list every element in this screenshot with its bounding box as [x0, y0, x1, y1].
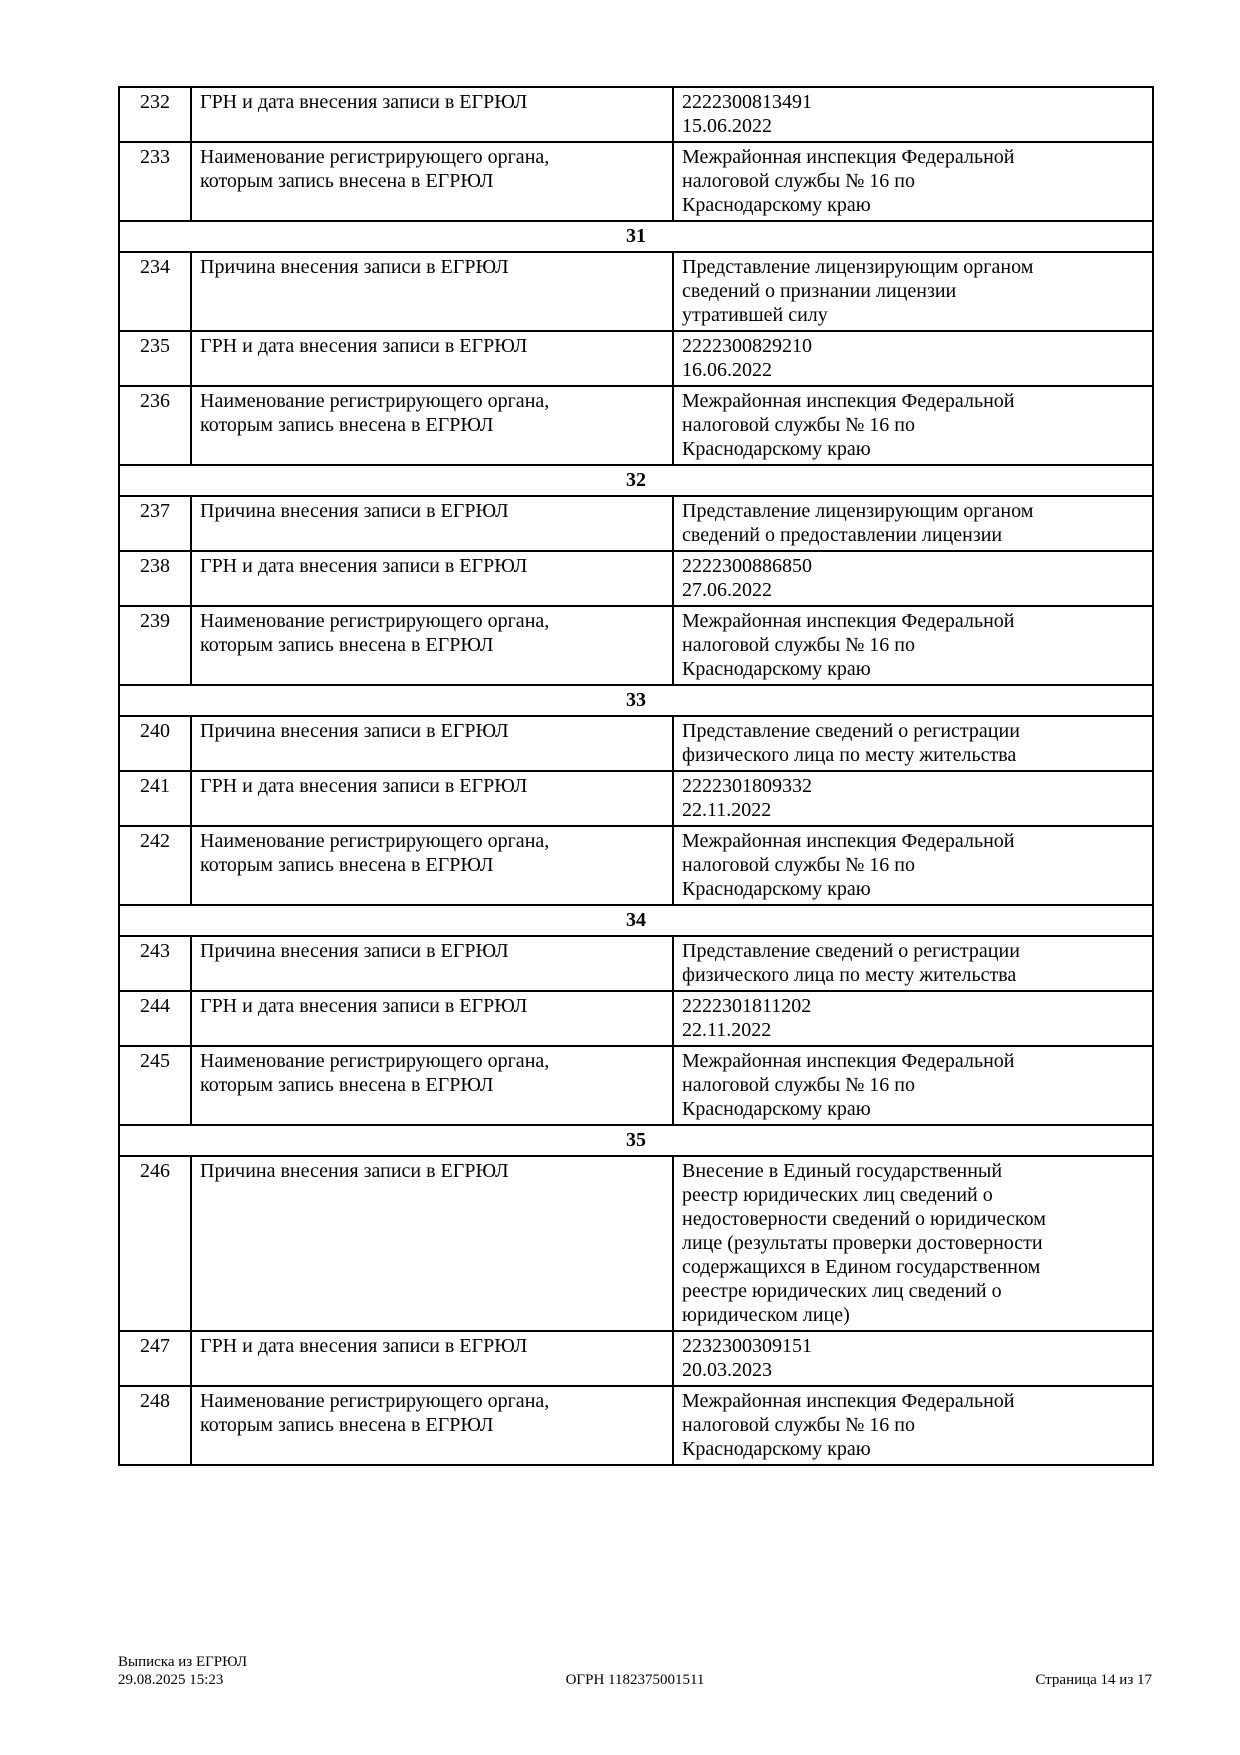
text-line: Наименование регистрирующего органа,	[200, 830, 550, 852]
text-line: 248	[140, 1390, 170, 1412]
row-number-cell	[119, 496, 191, 551]
footer-datetime: 29.08.2025 15:23	[118, 1672, 224, 1688]
text-line: 235	[140, 335, 170, 357]
row-value-cell	[673, 826, 1153, 905]
section-number: 32	[119, 465, 1153, 496]
text-line: которым запись внесена в ЕГРЮЛ	[200, 170, 494, 192]
entry-row	[119, 386, 1153, 465]
text-line: 241	[140, 775, 170, 797]
entry-row	[119, 1331, 1153, 1386]
text-line: сведений о признании лицензии	[682, 280, 957, 302]
text-line: Представление сведений о регистрации	[682, 940, 1020, 962]
entry-row	[119, 142, 1153, 221]
text-line: 233	[140, 146, 170, 168]
row-label-cell	[191, 87, 673, 142]
section-row	[119, 465, 1153, 496]
row-number-cell	[119, 936, 191, 991]
text-line: 239	[140, 610, 170, 632]
row-value-cell	[673, 936, 1153, 991]
footer-ogrn: ОГРН 1182375001511	[565, 1672, 705, 1688]
text-line: которым запись внесена в ЕГРЮЛ	[200, 1414, 494, 1436]
entry-row	[119, 1046, 1153, 1125]
row-number-cell	[119, 87, 191, 142]
text-line: Краснодарскому краю	[682, 438, 871, 460]
row-value-cell	[673, 252, 1153, 331]
entry-row	[119, 991, 1153, 1046]
text-line: содержащихся в Едином государственном	[682, 1256, 1041, 1278]
row-value-cell	[673, 606, 1153, 685]
entry-row	[119, 716, 1153, 771]
footer-doc-title: Выписка из ЕГРЮЛ	[118, 1654, 247, 1670]
text-line: налоговой службы № 16 по	[682, 634, 915, 656]
text-line: налоговой службы № 16 по	[682, 170, 915, 192]
text-line: 2222301811202	[682, 995, 812, 1017]
text-line: Межрайонная инспекция Федеральной	[682, 390, 1015, 412]
text-line: ГРН и дата внесения записи в ЕГРЮЛ	[200, 1335, 528, 1357]
entry-row	[119, 606, 1153, 685]
entry-row	[119, 87, 1153, 142]
text-line: 2222300886850	[682, 555, 812, 577]
text-line: 237	[140, 500, 170, 522]
text-line: 242	[140, 830, 170, 852]
text-line: 2222300829210	[682, 335, 812, 357]
text-line: 238	[140, 555, 170, 577]
text-line: Причина внесения записи в ЕГРЮЛ	[200, 1160, 509, 1182]
row-number-cell	[119, 771, 191, 826]
entry-row	[119, 1156, 1153, 1331]
text-line: ГРН и дата внесения записи в ЕГРЮЛ	[200, 555, 528, 577]
row-value-cell	[673, 331, 1153, 386]
row-number-cell	[119, 716, 191, 771]
row-number-cell	[119, 1386, 191, 1465]
row-number-cell	[119, 826, 191, 905]
text-line: 2222300813491	[682, 91, 812, 113]
row-number-cell	[119, 551, 191, 606]
text-line: Внесение в Единый государственный	[682, 1160, 1003, 1182]
row-value-cell	[673, 386, 1153, 465]
text-line: лице (результаты проверки достоверности	[682, 1232, 1043, 1254]
text-line: налоговой службы № 16 по	[682, 854, 915, 876]
row-number-cell	[119, 991, 191, 1046]
row-label-cell	[191, 1386, 673, 1465]
text-line: 232	[140, 91, 170, 113]
text-line: 16.06.2022	[682, 359, 772, 381]
row-label-cell	[191, 771, 673, 826]
row-number-cell	[119, 252, 191, 331]
row-value-cell	[673, 142, 1153, 221]
text-line: 247	[140, 1335, 170, 1357]
text-line: 236	[140, 390, 170, 412]
page-footer	[118, 1653, 1152, 1689]
text-line: ГРН и дата внесения записи в ЕГРЮЛ	[200, 995, 528, 1017]
row-value-cell	[673, 1156, 1153, 1331]
row-number-cell	[119, 606, 191, 685]
text-line: Межрайонная инспекция Федеральной	[682, 1390, 1015, 1412]
text-line: Представление лицензирующим органом	[682, 500, 1034, 522]
text-line: налоговой службы № 16 по	[682, 414, 915, 436]
entry-row	[119, 551, 1153, 606]
text-line: которым запись внесена в ЕГРЮЛ	[200, 414, 494, 436]
row-label-cell	[191, 252, 673, 331]
text-line: 246	[140, 1160, 170, 1182]
section-number: 35	[119, 1125, 1153, 1156]
text-line: Наименование регистрирующего органа,	[200, 390, 550, 412]
text-line: Причина внесения записи в ЕГРЮЛ	[200, 500, 509, 522]
text-line: Причина внесения записи в ЕГРЮЛ	[200, 256, 509, 278]
text-line: ГРН и дата внесения записи в ЕГРЮЛ	[200, 91, 528, 113]
text-line: юридическом лице)	[682, 1304, 850, 1326]
section-number: 31	[119, 221, 1153, 252]
section-row	[119, 221, 1153, 252]
entry-row	[119, 1386, 1153, 1465]
text-line: Краснодарскому краю	[682, 1098, 871, 1120]
text-line: налоговой службы № 16 по	[682, 1074, 915, 1096]
row-value-cell	[673, 551, 1153, 606]
text-line: 245	[140, 1050, 170, 1072]
row-value-cell	[673, 991, 1153, 1046]
text-line: 22.11.2022	[682, 1019, 772, 1041]
text-line: Наименование регистрирующего органа,	[200, 610, 550, 632]
text-line: 20.03.2023	[682, 1359, 772, 1381]
text-line: 27.06.2022	[682, 579, 772, 601]
egrul-table-body	[119, 87, 1153, 1465]
text-line: Межрайонная инспекция Федеральной	[682, 830, 1015, 852]
text-line: 2232300309151	[682, 1335, 812, 1357]
text-line: которым запись внесена в ЕГРЮЛ	[200, 854, 494, 876]
row-label-cell	[191, 716, 673, 771]
text-line: Наименование регистрирующего органа,	[200, 146, 550, 168]
entry-row	[119, 826, 1153, 905]
text-line: Представление лицензирующим органом	[682, 256, 1034, 278]
text-line: Краснодарскому краю	[682, 194, 871, 216]
row-number-cell	[119, 1046, 191, 1125]
section-row	[119, 1125, 1153, 1156]
entry-row	[119, 496, 1153, 551]
text-line: ГРН и дата внесения записи в ЕГРЮЛ	[200, 775, 528, 797]
text-line: которым запись внесена в ЕГРЮЛ	[200, 1074, 494, 1096]
text-line: реестре юридических лиц сведений о	[682, 1280, 1002, 1302]
text-line: 234	[140, 256, 170, 278]
text-line: Краснодарскому краю	[682, 1438, 871, 1460]
row-number-cell	[119, 386, 191, 465]
text-line: Межрайонная инспекция Федеральной	[682, 146, 1015, 168]
section-number: 34	[119, 905, 1153, 936]
text-line: которым запись внесена в ЕГРЮЛ	[200, 634, 494, 656]
text-line: Межрайонная инспекция Федеральной	[682, 1050, 1015, 1072]
text-line: Краснодарскому краю	[682, 658, 871, 680]
row-value-cell	[673, 771, 1153, 826]
row-number-cell	[119, 331, 191, 386]
row-label-cell	[191, 1156, 673, 1331]
row-label-cell	[191, 386, 673, 465]
row-value-cell	[673, 1386, 1153, 1465]
row-label-cell	[191, 936, 673, 991]
text-line: Наименование регистрирующего органа,	[200, 1390, 550, 1412]
text-line: утратившей силу	[682, 304, 828, 326]
row-label-cell	[191, 1331, 673, 1386]
text-line: сведений о предоставлении лицензии	[682, 524, 1003, 546]
text-line: реестр юридических лиц сведений о	[682, 1184, 993, 1206]
row-label-cell	[191, 551, 673, 606]
entry-row	[119, 252, 1153, 331]
section-number: 33	[119, 685, 1153, 716]
row-number-cell	[119, 1331, 191, 1386]
row-value-cell	[673, 716, 1153, 771]
text-line: Межрайонная инспекция Федеральной	[682, 610, 1015, 632]
row-value-cell	[673, 1046, 1153, 1125]
row-label-cell	[191, 331, 673, 386]
egrul-records-table	[118, 86, 1154, 1466]
entry-row	[119, 936, 1153, 991]
entry-row	[119, 331, 1153, 386]
row-number-cell	[119, 142, 191, 221]
row-value-cell	[673, 1331, 1153, 1386]
text-line: 2222301809332	[682, 775, 812, 797]
row-label-cell	[191, 496, 673, 551]
section-row	[119, 685, 1153, 716]
text-line: 240	[140, 720, 170, 742]
row-label-cell	[191, 991, 673, 1046]
footer-page-number: Страница 14 из 17	[1035, 1672, 1153, 1688]
text-line: Представление сведений о регистрации	[682, 720, 1020, 742]
row-label-cell	[191, 826, 673, 905]
row-label-cell	[191, 1046, 673, 1125]
text-line: 244	[140, 995, 170, 1017]
row-value-cell	[673, 496, 1153, 551]
text-line: физического лица по месту жительства	[682, 964, 1017, 986]
text-line: Причина внесения записи в ЕГРЮЛ	[200, 940, 509, 962]
text-line: налоговой службы № 16 по	[682, 1414, 915, 1436]
section-row	[119, 905, 1153, 936]
text-line: ГРН и дата внесения записи в ЕГРЮЛ	[200, 335, 528, 357]
text-line: 22.11.2022	[682, 799, 772, 821]
row-number-cell	[119, 1156, 191, 1331]
text-line: физического лица по месту жительства	[682, 744, 1017, 766]
text-line: Наименование регистрирующего органа,	[200, 1050, 550, 1072]
text-line: 15.06.2022	[682, 115, 772, 137]
text-line: Причина внесения записи в ЕГРЮЛ	[200, 720, 509, 742]
text-line: недостоверности сведений о юридическом	[682, 1208, 1046, 1230]
text-line: Краснодарскому краю	[682, 878, 871, 900]
entry-row	[119, 771, 1153, 826]
text-line: 243	[140, 940, 170, 962]
row-label-cell	[191, 142, 673, 221]
row-value-cell	[673, 87, 1153, 142]
footer-left-block	[118, 1653, 463, 1689]
row-label-cell	[191, 606, 673, 685]
